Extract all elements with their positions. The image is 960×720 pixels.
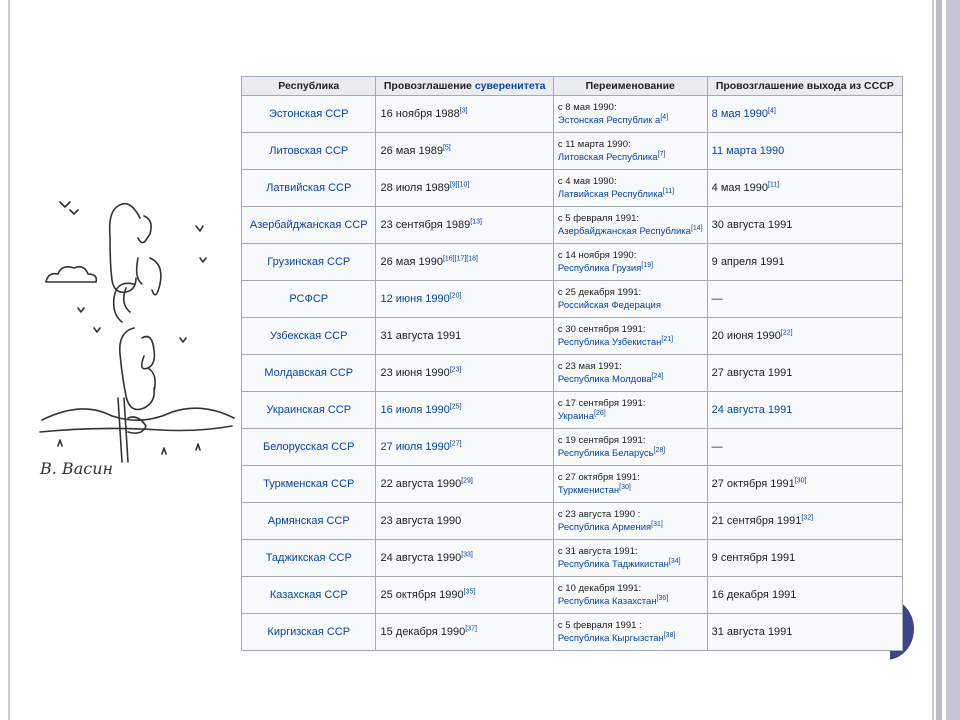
exit-cell [707, 614, 902, 651]
grass-1 [58, 440, 62, 446]
renaming-ref[interactable]: [24] [651, 372, 664, 380]
table-row [242, 133, 903, 170]
renaming-cell [553, 429, 707, 466]
republic-link[interactable]: Таджикская ССР [265, 552, 352, 564]
republic-cell [242, 281, 376, 318]
republic-link[interactable]: Литовская ССР [269, 145, 349, 157]
renaming-date: с 27 октября 1991: [557, 472, 640, 483]
sovereignty-ref[interactable]: [3] [459, 107, 468, 115]
renaming-date: с 4 мая 1990: [557, 176, 617, 187]
exit-cell [707, 281, 902, 318]
renaming-date: с 31 августа 1991: [557, 546, 638, 557]
table-row [242, 244, 903, 281]
sovereignty-date: 23 июня 1990 [380, 367, 450, 379]
renaming-ref[interactable]: [21] [661, 335, 674, 343]
header-republic: Республика [242, 77, 376, 96]
republic-link[interactable]: Белорусская ССР [263, 441, 355, 453]
sovereignty-cell [376, 133, 553, 170]
header-exit: Провозглашение выхода из СССР [707, 77, 902, 96]
renaming-name-link[interactable]: Туркменистан [557, 485, 620, 496]
bird-6 [94, 328, 100, 332]
renaming-date: с 19 сентября 1991: [557, 435, 646, 446]
sovereignty-cell [376, 466, 553, 503]
renaming-name-link[interactable]: Республика Молдова [557, 374, 652, 385]
table-row [242, 170, 903, 207]
renaming-cell [553, 170, 707, 207]
bird-1 [60, 202, 70, 207]
republic-link[interactable]: Латвийская ССР [266, 182, 352, 194]
exit-date: 20 июня 1990 [711, 330, 781, 342]
sovereignty-cell [376, 540, 553, 577]
renaming-cell [553, 281, 707, 318]
exit-date: 16 декабря 1991 [711, 589, 797, 601]
republic-cell [242, 318, 376, 355]
republic-cell [242, 96, 376, 133]
sovereignty-ref[interactable]: [9][10] [449, 181, 470, 189]
sovereignty-ref[interactable]: [35] [463, 588, 476, 596]
table-row [242, 281, 903, 318]
sovereignty-ref[interactable]: [29] [461, 477, 473, 485]
republic-link[interactable]: Эстонская ССР [269, 108, 349, 120]
renaming-cell [553, 466, 707, 503]
exit-cell [707, 355, 902, 392]
exit-date: — [711, 293, 723, 305]
republic-link[interactable]: Грузинская ССР [267, 256, 351, 268]
table-body [242, 96, 903, 651]
republic-link[interactable]: Туркменская ССР [263, 478, 355, 490]
renaming-name-link[interactable]: Украина [557, 411, 595, 422]
sovereignty-date: 24 августа 1990 [380, 552, 462, 564]
exit-cell [707, 429, 902, 466]
renaming-date: с 5 февраля 1991 : [557, 620, 642, 631]
republic-cell [242, 355, 376, 392]
renaming-cell [553, 133, 707, 170]
renaming-date: с 23 мая 1991: [557, 361, 622, 372]
renaming-ref[interactable]: [14] [690, 224, 703, 232]
sovereignty-ref[interactable]: [25] [449, 403, 462, 411]
renaming-date: с 23 августа 1990 : [557, 509, 641, 520]
exit-date: 21 сентября 1991 [711, 515, 802, 527]
renaming-name-link[interactable]: Литовская Республика [557, 152, 658, 163]
republic-cell [242, 577, 376, 614]
sovereignty-cell [376, 577, 553, 614]
exit-cell [707, 207, 902, 244]
table-row [242, 503, 903, 540]
renaming-name-link[interactable]: Республика Таджикистан [557, 559, 669, 570]
republic-cell [242, 133, 376, 170]
exit-date[interactable]: 11 марта 1990 [711, 145, 785, 157]
renaming-date: с 10 декабря 1991: [557, 583, 642, 594]
bird-3 [196, 226, 203, 231]
exit-ref[interactable]: [4] [767, 107, 776, 115]
bird-7 [180, 338, 186, 342]
exit-ref[interactable]: [22] [780, 329, 793, 337]
sovereignty-date: 23 августа 1990 [380, 515, 462, 527]
exit-cell [707, 244, 902, 281]
chain-link-top [110, 204, 151, 293]
renaming-ref[interactable]: [4] [660, 113, 669, 121]
sovereignty-date: 31 августа 1991 [380, 330, 462, 342]
renaming-cell [553, 244, 707, 281]
sovereignty-date[interactable]: 12 июня 1990 [380, 293, 450, 305]
republic-link[interactable]: Молдавская ССР [264, 367, 354, 379]
renaming-date: с 11 марта 1990: [557, 139, 631, 150]
republic-cell [242, 614, 376, 651]
header-sovereignty-link[interactable]: суверенитета [474, 80, 546, 92]
exit-cell [707, 318, 902, 355]
exit-cell [707, 577, 902, 614]
sovereignty-cell [376, 429, 553, 466]
broken-chain-drawing [38, 188, 238, 478]
renaming-ref[interactable]: [38] [663, 631, 676, 639]
table-row [242, 466, 903, 503]
renaming-ref[interactable]: [30] [619, 483, 631, 491]
exit-date[interactable]: 24 августа 1991 [711, 404, 793, 416]
republic-link[interactable]: Азербайджанская ССР [249, 219, 368, 231]
artist-signature: В. Васин [40, 459, 114, 478]
republic-cell [242, 466, 376, 503]
sovereignty-ref[interactable]: [27] [449, 440, 462, 448]
renaming-date: с 17 сентября 1991: [557, 398, 646, 409]
sovereignty-date: 23 сентября 1989 [380, 219, 471, 231]
sovereignty-date[interactable]: 27 июля 1990 [380, 441, 450, 453]
sovereignty-date: 15 декабря 1990 [380, 626, 466, 638]
renaming-name-link[interactable]: Республика Кыргызстан [557, 633, 664, 644]
republic-cell [242, 392, 376, 429]
exit-date[interactable]: 8 мая 1990 [711, 108, 768, 120]
republic-link[interactable]: Украинская ССР [266, 404, 352, 416]
sovereignty-cell [376, 355, 553, 392]
republic-link[interactable]: Узбекская ССР [270, 330, 348, 342]
renaming-ref[interactable]: [31] [651, 520, 663, 528]
exit-ref[interactable]: [11] [767, 181, 780, 189]
republic-link[interactable]: Киргизская ССР [267, 626, 351, 638]
table-row [242, 577, 903, 614]
sovereignty-cell [376, 614, 553, 651]
sovereignty-cell [376, 96, 553, 133]
exit-date: 4 мая 1990 [711, 182, 768, 194]
renaming-name-link[interactable]: Республика Грузия [557, 263, 642, 274]
renaming-date: с 14 ноября 1990: [557, 250, 637, 261]
exit-cell [707, 466, 902, 503]
renaming-name-link[interactable]: Республика Узбекистан [557, 337, 662, 348]
sovereignty-cell [376, 392, 553, 429]
table-row [242, 96, 903, 133]
right-edge-bar-1 [936, 0, 942, 720]
bird-2 [70, 210, 78, 214]
republic-cell [242, 207, 376, 244]
renaming-name-link[interactable]: Республика Беларусь [557, 448, 654, 459]
republic-cell [242, 244, 376, 281]
exit-cell [707, 170, 902, 207]
renaming-cell [553, 503, 707, 540]
republic-cell [242, 540, 376, 577]
right-edge-bar-2 [946, 0, 960, 720]
republic-link[interactable]: РСФСР [289, 293, 329, 305]
renaming-name-link[interactable]: Эстонская Республик а [557, 115, 661, 126]
renaming-name-link[interactable]: Республика Казахстан [557, 596, 657, 607]
sovereignty-cell [376, 503, 553, 540]
renaming-date: с 30 сентября 1991: [557, 324, 646, 335]
sovereignty-ref[interactable]: [13] [470, 218, 482, 226]
sovereignty-cell [376, 281, 553, 318]
sovereignty-ref[interactable]: [5] [442, 144, 451, 152]
table-row [242, 392, 903, 429]
sovereignty-cell [376, 170, 553, 207]
sovereignty-cell [376, 207, 553, 244]
sovereignty-ref[interactable]: [16][17][18] [442, 255, 478, 263]
sovereignty-ref[interactable]: [33] [461, 551, 473, 559]
renaming-name-link[interactable]: Республика Армения [557, 522, 652, 533]
table-row [242, 355, 903, 392]
renaming-ref[interactable]: [26] [594, 409, 606, 417]
renaming-name-link[interactable]: Азербайджанская Республика [557, 226, 691, 237]
exit-cell [707, 133, 902, 170]
grass-3 [196, 444, 200, 450]
sovereignty-cell [376, 244, 553, 281]
exit-date: 9 сентября 1991 [711, 552, 796, 564]
sovereignty-ref[interactable]: [37] [465, 625, 477, 633]
renaming-ref[interactable]: [11] [662, 187, 675, 195]
exit-date: — [711, 441, 723, 453]
sovereignty-ref[interactable]: [23] [449, 366, 462, 374]
exit-date: 30 августа 1991 [711, 219, 793, 231]
renaming-date: с 25 декабря 1991: [557, 287, 642, 298]
exit-ref[interactable]: [32] [801, 514, 814, 522]
renaming-name-link[interactable]: Российская Федерация [557, 300, 661, 311]
republic-cell [242, 429, 376, 466]
chain-link-lower [120, 328, 155, 410]
renaming-ref[interactable]: [34] [668, 557, 681, 565]
ground-line [40, 426, 232, 432]
table-row [242, 540, 903, 577]
exit-cell [707, 392, 902, 429]
exit-date: 27 октября 1991 [711, 478, 795, 490]
exit-date: 27 августа 1991 [711, 367, 793, 379]
bird-5 [78, 308, 84, 312]
soviet-republics-table [241, 76, 903, 651]
renaming-cell [553, 207, 707, 244]
republic-cell [242, 503, 376, 540]
renaming-ref[interactable]: [28] [653, 446, 666, 454]
sovereignty-date: 25 октября 1990 [380, 589, 464, 601]
header-renaming: Переименование [553, 77, 707, 96]
republic-cell [242, 170, 376, 207]
sovereignty-ref[interactable]: [20] [449, 292, 462, 300]
table-row [242, 429, 903, 466]
renaming-cell [553, 392, 707, 429]
bird-4 [200, 258, 206, 262]
table-row [242, 207, 903, 244]
renaming-date: с 8 мая 1990: [557, 102, 617, 113]
renaming-ref[interactable]: [7] [657, 150, 666, 158]
sovereignty-date: 26 мая 1989 [380, 145, 443, 157]
table-header-row [242, 77, 903, 96]
renaming-cell [553, 355, 707, 392]
exit-date: 31 августа 1991 [711, 626, 793, 638]
table-row [242, 318, 903, 355]
renaming-date: с 5 февраля 1991: [557, 213, 640, 224]
header-sovereignty: Провозглашение суверенитета [376, 77, 553, 96]
grass-2 [162, 448, 166, 454]
renaming-ref[interactable]: [19] [641, 261, 654, 269]
exit-date: 9 апреля 1991 [711, 256, 785, 268]
renaming-name-link[interactable]: Латвийская Республика [557, 189, 663, 200]
renaming-cell [553, 96, 707, 133]
renaming-cell [553, 614, 707, 651]
exit-cell [707, 96, 902, 133]
sovereignty-cell [376, 318, 553, 355]
republic-link[interactable]: Казахская ССР [269, 589, 348, 601]
exit-ref[interactable]: [30] [794, 477, 807, 485]
sovereignty-date: 16 ноября 1988 [380, 108, 460, 120]
exit-cell [707, 503, 902, 540]
sovereignty-date: 22 августа 1990 [380, 478, 462, 490]
renaming-ref[interactable]: [36] [656, 594, 669, 602]
renaming-cell [553, 577, 707, 614]
sovereignty-date[interactable]: 16 июля 1990 [380, 404, 450, 416]
republic-link[interactable]: Армянская ССР [267, 515, 350, 527]
renaming-cell [553, 318, 707, 355]
renaming-cell [553, 540, 707, 577]
sovereignty-date: 26 мая 1990 [380, 256, 443, 268]
sovereignty-date: 28 июля 1989 [380, 182, 450, 194]
exit-cell [707, 540, 902, 577]
table-row [242, 614, 903, 651]
cloud [46, 267, 96, 282]
